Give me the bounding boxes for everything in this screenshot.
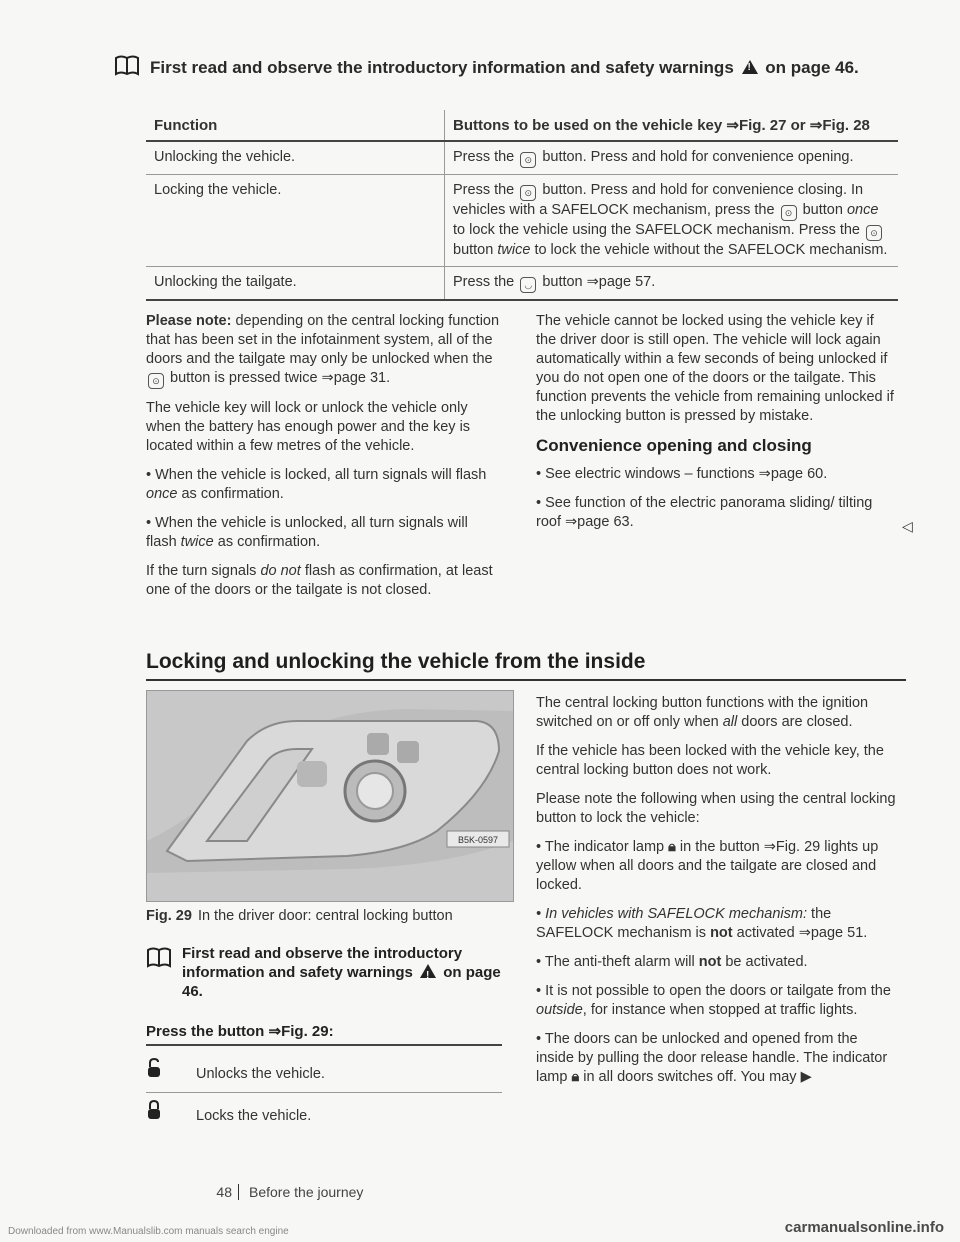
figure-caption: Fig. 29 In the driver door: central locking button xyxy=(146,908,453,924)
indicator-lamp-icon: 🔒︎ xyxy=(571,1069,580,1085)
intro-text-2: First read and observe the introductory information and safety warnings ! on page 46. xyxy=(182,944,508,1001)
page-footer xyxy=(196,1184,363,1200)
left-column: Please note: depending on the central locking function that has been set in the infotainment system, all of the doors and the tailgate may only be unlocked when the ⊙ button is pressed twice ⇒page 31. The vehicle key will lock or unlock the vehicle only when the battery has enough power and the key is located within a few metres of the vehicle. • When the vehicle is locked, all turn signals will flash once as confirmation. • When the vehicle is unlocked, all turn signals will flash twice as confirmation. If the turn signals do not flash as confirmation, at least one of the doors or the tailgate is not closed. xyxy=(146,312,502,610)
back-arrow-icon: ◁ xyxy=(902,518,913,534)
table-header-function: Function xyxy=(146,110,445,141)
lock-key-icon: ⊙ xyxy=(866,225,882,241)
unlock-row: Unlocks the vehicle. xyxy=(146,1058,502,1093)
lock-key-icon: ⊙ xyxy=(781,205,797,221)
table-row: Unlocking the vehicle. Press the ⊙ button. Press and hold for convenience opening. xyxy=(146,141,898,175)
convenience-heading: Convenience opening and closing xyxy=(536,436,812,455)
watermark: carmanualsonline.info xyxy=(784,1219,944,1236)
warning-triangle-icon xyxy=(420,964,436,978)
page-number: 48 xyxy=(196,1184,239,1200)
book-icon xyxy=(146,946,172,973)
table-row: Unlocking the tailgate. Press the ◡ button ⇒page 57. xyxy=(146,267,898,301)
intro-text: First read and observe the introductory information and safety warnings ! on page 46. xyxy=(150,58,859,78)
press-heading: Press the button ⇒Fig. 29: xyxy=(146,1022,502,1046)
lock-key-icon: ⊙ xyxy=(520,185,536,201)
tailgate-key-icon: ◡ xyxy=(520,277,536,293)
unlock-key-icon: ⊙ xyxy=(520,152,536,168)
lock-padlock-icon xyxy=(146,1100,196,1124)
warning-triangle-icon xyxy=(742,60,758,74)
figure-code: B5K-0597 xyxy=(457,835,499,845)
right-lower-column: The central locking button functions with the ignition switched on or off only when all doors are closed. If the vehicle has been locked with the vehicle key, the central locking button does not work. Please note the following when using the central locking button to lock the vehicle: • The indicator lamp 🔒︎ in the button ⇒Fig. 29 lights up yellow when all doors and the tailgate are closed and locked. • In vehicles with SAFELOCK mechanism: the SAFELOCK mechanism is not activated ⇒page 51. • The anti-theft alarm will not be activated. • It is not possible to open the doors or tailgate from the outside, for instance when stopped at traffic lights. • The doors can be unlocked and opened from the inside by pulling the door release handle. The indicator lamp 🔒︎ in all doors switches off. You may ▶ xyxy=(536,695,896,1085)
right-column: The vehicle cannot be locked using the vehicle key if the driver door is still open. The vehicle will lock again automatically within a few seconds of being unlocked if you do not open one of the doors or the tailgate. This function prevents the vehicle from remaining unlocked if the unlocking button is pressed by mistake. Convenience opening and closing • See electric windows – functions ⇒page 60. • See function of the electric panorama sliding/ tilting roof ⇒page 63. xyxy=(536,312,896,542)
door-panel-illustration xyxy=(147,691,513,901)
section-title: Locking and unlocking the vehicle from the inside xyxy=(146,650,906,681)
key-buttons-table xyxy=(146,110,898,301)
table-header-buttons: Buttons to be used on the vehicle key ⇒Fig. 27 or ⇒Fig. 28 xyxy=(445,110,899,141)
table-row: Locking the vehicle. Press the ⊙ button. Press and hold for convenience closing. In vehicles with a SAFELOCK mechanism, press the ⊙ button once to lock the vehicle using the SAFELOCK mechanism. Press the ⊙ button twice to lock the vehicle without the SAFELOCK mechanism. xyxy=(146,175,898,267)
indicator-lamp-icon: 🔒︎ xyxy=(668,839,676,855)
figure-door-button xyxy=(146,690,514,902)
note-paragraph: Please note: depending on the central locking function that has been set in the infotainment system, all of the doors and the tailgate may only be unlocked when the ⊙ button is pressed twice ⇒page 31. xyxy=(146,312,502,389)
download-note[interactable]: Downloaded from www.Manualslib.com manuals search engine xyxy=(8,1226,289,1237)
chapter-name: Before the journey xyxy=(249,1184,364,1200)
book-icon xyxy=(114,54,140,81)
unlock-padlock-icon xyxy=(146,1058,196,1082)
continue-arrow-icon: ▶ xyxy=(800,1069,812,1085)
unlock-key-icon: ⊙ xyxy=(148,373,164,389)
lock-row: Locks the vehicle. xyxy=(146,1100,502,1134)
